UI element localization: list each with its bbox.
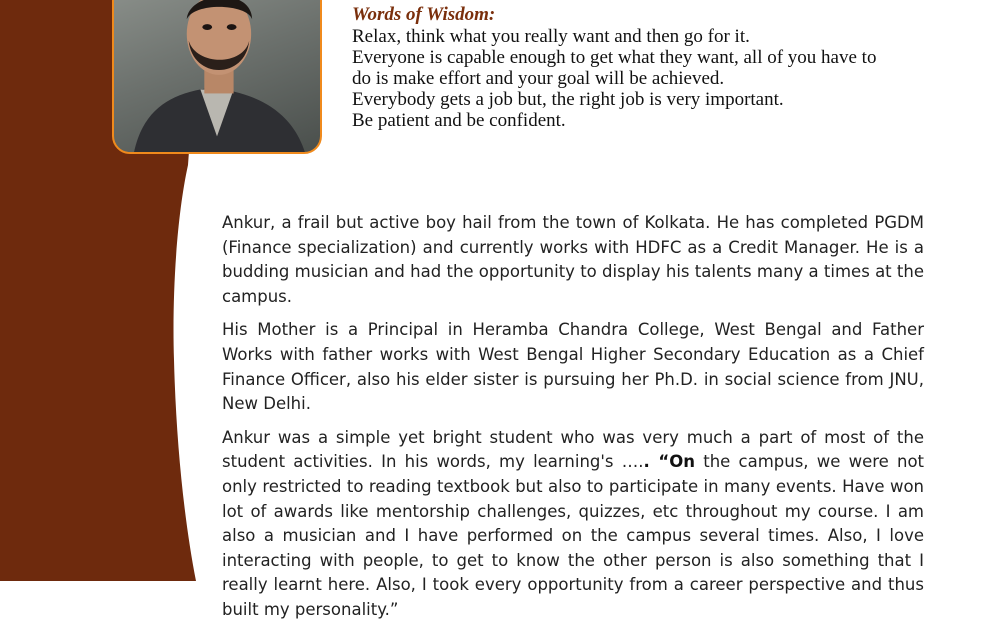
bio-p3-start: Ankur was a simple yet bright student who was very much a part of most of the student activities. In his words, my learning's …. (222, 427, 924, 472)
bio-p3-bold: . “On (643, 452, 696, 472)
portrait-photo-icon (114, 0, 320, 152)
bio-paragraph-1: Ankur, a frail but active boy hail from the town of Kolkata. He has completed PGDM (Finance specialization) and currently works with HDFC as a Credit Manager. He is a budding musician and had the opportunity to display his talents many a times at the campus. (222, 213, 924, 306)
wisdom-line: do is make effort and your goal will be achieved. (352, 68, 725, 89)
bio-p3-end: the campus, we were not only restricted to reading textbook but also to participate in many events. Have won lot of awards like mentorship challenges, quizzes, etc throughout my course. I am also a musician and I have performed on the campus several times. Also, I love interacting with people, to get to know the other person is also something that I really learnt here. Also, I took every opportunity from a career perspective and thus built my personality.” (222, 452, 925, 619)
biography (222, 211, 924, 632)
wisdom-line: Relax, think what you really want and then go for it. (352, 26, 750, 47)
wisdom-line: Everybody gets a job but, the right job is very important. (352, 89, 784, 110)
bio-paragraph-2: His Mother is a Principal in Heramba Chandra College, West Bengal and Father Works with father works with West Bengal Higher Secondary Education as a Chief Finance Officer, also his elder sister is pursuing her Ph.D. in social science from JNU, New Delhi. (222, 320, 924, 414)
wisdom-line: Everyone is capable enough to get what they want, all of you have to (352, 47, 877, 68)
profile-photo (112, 0, 322, 154)
wisdom-line: Be patient and be confident. (352, 110, 566, 131)
bio-paragraph-3 (222, 426, 924, 623)
wisdom-title: Words of Wisdom: (352, 4, 496, 25)
words-of-wisdom (352, 4, 952, 131)
